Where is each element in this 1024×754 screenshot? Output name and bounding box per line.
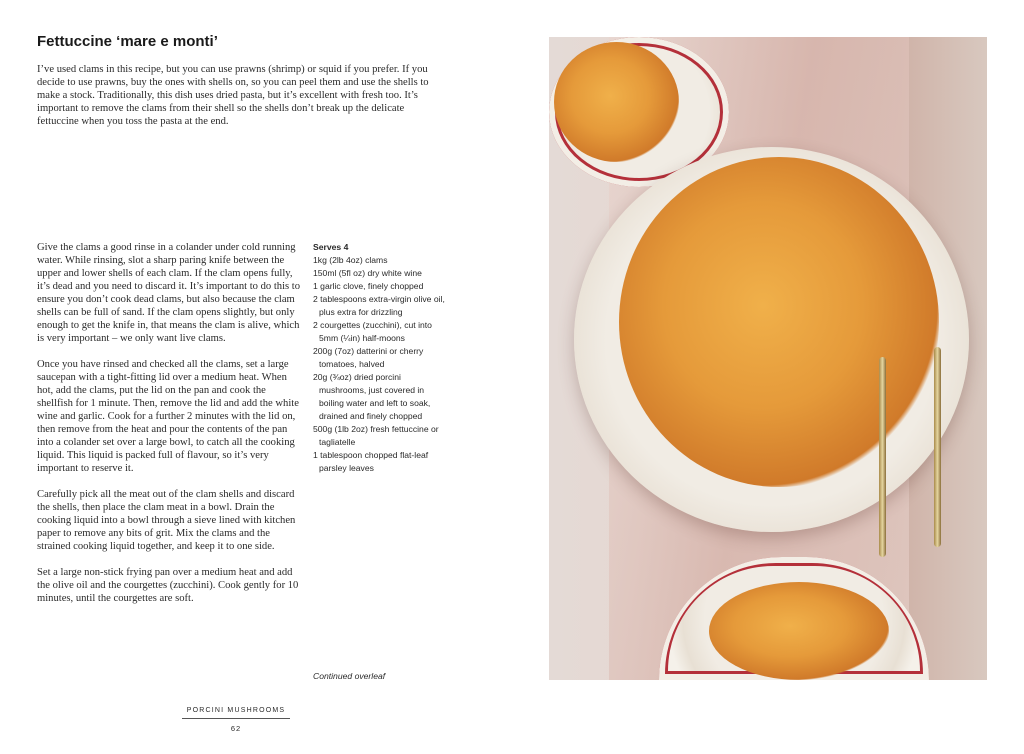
ingredient: 150ml (5fl oz) dry white wine <box>313 268 422 278</box>
fork <box>879 357 886 557</box>
pasta-top-left <box>554 42 679 162</box>
ingredient: 200g (7oz) datterini or cherry tomatoes, halved <box>313 346 424 369</box>
recipe-title: Fettuccine ‘mare e monti’ <box>37 33 218 50</box>
method-step: Give the clams a good rinse in a colander under cold running water. While rinsing, slot a sharp paring knife between the upper and lower shells of each clam. If the clam opens fully, it’s dead and you need to discard it. It’s important to do this to ensure you don’t cook dead clams, but also because the clam shells can be full of sand. If the clam opens slightly, but only enough to get the knife in, that means the clam is alive, which is very important – we only want live clams. <box>37 242 301 344</box>
ingredient: 500g (1lb 2oz) fresh fettuccine or tagliatelle <box>313 424 439 447</box>
method-column <box>37 241 303 618</box>
method-step: Once you have rinsed and checked all the clams, set a large saucepan with a tight-fitting lid over a medium heat. When hot, add the clams, put the lid on the pan and cook the shellfish for 1 minute. Then, remove the lid and add the white wine and garlic. Cook for a further 2 minutes with the lid on, then remove from the heat and pour the contents of the pan into a colander set over a large bowl, to catch all the cooking liquid. This liquid is packed full of flavour, so it’s very important to reserve it. <box>37 359 299 474</box>
serves-label: Serves 4 <box>313 242 349 252</box>
spoon <box>934 347 941 547</box>
continued-overleaf: Continued overleaf <box>313 671 386 681</box>
page-number: 62 <box>230 724 242 733</box>
ingredients-list <box>313 241 448 475</box>
ingredient: 1 tablespoon chopped flat-leaf parsley leaves <box>313 450 429 473</box>
section-title: PORCINI MUSHROOMS <box>182 707 290 719</box>
method-step: Carefully pick all the meat out of the clam shells and discard the shells, then place the clam meat in a bowl. Drain the cooking liquid into a bowl through a sieve lined with kitchen paper to remove any bits of grit. Mix the clams and the strained cooking liquid together, and keep it to one side. <box>37 489 296 552</box>
ingredient: 1kg (2lb 4oz) clams <box>313 255 388 265</box>
pasta-photo <box>549 37 987 680</box>
recipe-intro: I’ve used clams in this recipe, but you can use prawns (shrimp) or squid if you prefer. If you decide to use prawns, buy the ones with shells on, so you can peel them and use the shells to make a stock. Traditionally, this dish uses dried pasta, but it’s excellent with fresh too. It’s important to remove the clams from their shell so the shells don’t break up the delicate fettuccine when you toss the pasta at the end. <box>37 64 429 127</box>
ingredient: 2 tablespoons extra-virgin olive oil, plus extra for drizzling <box>313 294 445 317</box>
ingredient: 2 courgettes (zucchini), cut into 5mm (¼in) half-moons <box>313 320 432 343</box>
ingredient: 20g (¾oz) dried porcini mushrooms, just covered in boiling water and left to soak, drained and finely chopped <box>313 372 431 421</box>
page-footer <box>182 707 290 733</box>
pasta-bottom <box>709 582 889 680</box>
method-step: Set a large non-stick frying pan over a medium heat and add the olive oil and the courgettes (zucchini). Cook gently for 10 minutes, until the courgettes are soft. <box>37 567 299 604</box>
pasta-main <box>619 157 939 487</box>
ingredient: 1 garlic clove, finely chopped <box>313 281 424 291</box>
